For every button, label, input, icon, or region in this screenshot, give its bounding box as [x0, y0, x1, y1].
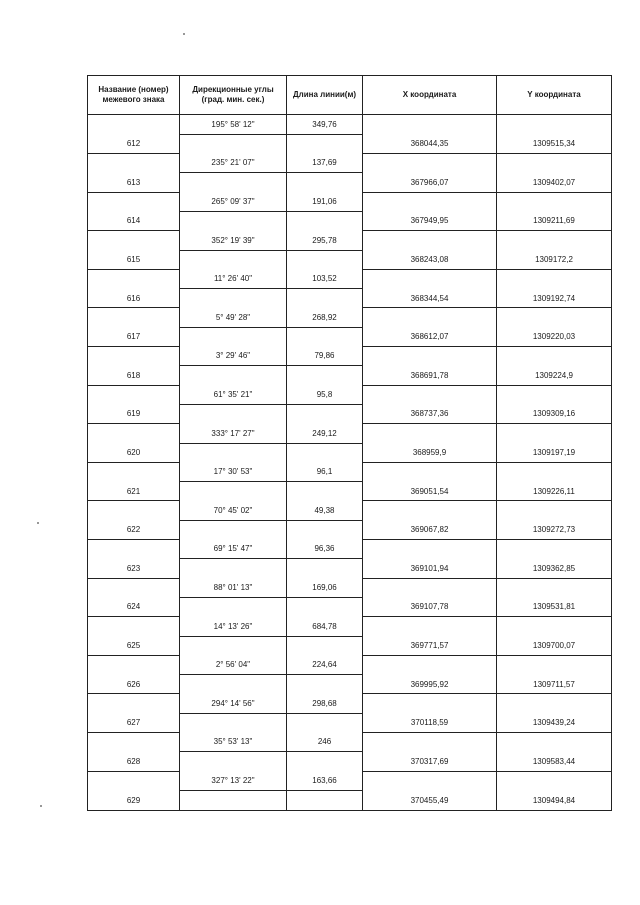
empty-cell [497, 154, 612, 173]
empty-cell [363, 578, 497, 597]
point-name-cell: 627 [88, 713, 180, 732]
empty-cell [180, 636, 287, 655]
direction-angle-cell: 235° 21' 07" [180, 154, 287, 173]
segment-row [88, 385, 612, 404]
segment-row [88, 269, 612, 288]
empty-cell [497, 269, 612, 288]
direction-angle-cell: 69° 15' 47" [180, 540, 287, 559]
empty-cell [287, 289, 363, 308]
point-row [88, 250, 612, 269]
point-row [88, 327, 612, 346]
line-length-cell: 79,86 [287, 347, 363, 366]
x-coordinate-cell: 370118,59 [363, 713, 497, 732]
empty-cell [88, 154, 180, 173]
segment-row [88, 578, 612, 597]
point-row [88, 559, 612, 578]
scan-speck [37, 522, 39, 524]
empty-cell [287, 443, 363, 462]
x-coordinate-cell: 369771,57 [363, 636, 497, 655]
empty-cell [287, 250, 363, 269]
empty-cell [497, 617, 612, 636]
y-coordinate-cell: 1309226,11 [497, 482, 612, 501]
y-coordinate-cell: 1309583,44 [497, 752, 612, 771]
empty-cell [363, 694, 497, 713]
empty-cell [88, 347, 180, 366]
empty-cell [88, 231, 180, 250]
empty-cell [180, 250, 287, 269]
empty-cell [497, 501, 612, 520]
empty-cell [363, 115, 497, 135]
segment-row [88, 694, 612, 713]
direction-angle-cell: 294° 14' 56" [180, 694, 287, 713]
direction-angle-cell: 2° 56' 04" [180, 655, 287, 674]
point-name-cell: 617 [88, 327, 180, 346]
point-name-cell: 619 [88, 404, 180, 423]
empty-cell [180, 520, 287, 539]
empty-cell [497, 115, 612, 135]
empty-cell [287, 597, 363, 616]
empty-cell [88, 308, 180, 327]
point-row [88, 134, 612, 153]
empty-cell [88, 617, 180, 636]
empty-cell [88, 462, 180, 481]
empty-cell [363, 617, 497, 636]
boundary-coordinates-table [87, 75, 612, 811]
segment-row [88, 540, 612, 559]
empty-cell [363, 771, 497, 790]
line-length-cell: 246 [287, 733, 363, 752]
empty-cell [497, 578, 612, 597]
empty-cell [363, 501, 497, 520]
line-length-cell: 95,8 [287, 385, 363, 404]
segment-row [88, 462, 612, 481]
segment-row [88, 424, 612, 443]
direction-angle-cell: 5° 49' 28" [180, 308, 287, 327]
segment-row [88, 733, 612, 752]
table-header-row [88, 76, 612, 115]
segment-row [88, 192, 612, 211]
point-name-cell: 626 [88, 675, 180, 694]
empty-cell [363, 540, 497, 559]
line-length-cell: 191,06 [287, 192, 363, 211]
empty-cell [287, 482, 363, 501]
segment-row [88, 771, 612, 790]
header-direction-angle: Дирекционные углы (град. мин. сек.) [180, 76, 287, 115]
line-length-cell: 249,12 [287, 424, 363, 443]
empty-cell [497, 694, 612, 713]
line-length-cell: 137,69 [287, 154, 363, 173]
empty-cell [180, 752, 287, 771]
point-name-cell: 620 [88, 443, 180, 462]
line-length-cell: 224,64 [287, 655, 363, 674]
header-point-name: Название (номер) межевого знака [88, 76, 180, 115]
empty-cell [287, 327, 363, 346]
direction-angle-cell: 352° 19' 39" [180, 231, 287, 250]
empty-cell [88, 771, 180, 790]
line-length-cell: 49,38 [287, 501, 363, 520]
empty-cell [180, 675, 287, 694]
line-length-cell: 268,92 [287, 308, 363, 327]
empty-cell [363, 733, 497, 752]
empty-cell [497, 231, 612, 250]
y-coordinate-cell: 1309224,9 [497, 366, 612, 385]
x-coordinate-cell: 370317,69 [363, 752, 497, 771]
point-row [88, 790, 612, 810]
empty-cell [180, 443, 287, 462]
point-name-cell: 625 [88, 636, 180, 655]
empty-cell [363, 231, 497, 250]
y-coordinate-cell: 1309711,57 [497, 675, 612, 694]
empty-cell [180, 327, 287, 346]
direction-angle-cell: 333° 17' 27" [180, 424, 287, 443]
segment-row [88, 655, 612, 674]
point-row [88, 289, 612, 308]
point-name-cell: 618 [88, 366, 180, 385]
line-length-cell: 96,36 [287, 540, 363, 559]
empty-cell [287, 559, 363, 578]
y-coordinate-cell: 1309172,2 [497, 250, 612, 269]
y-coordinate-cell: 1309197,19 [497, 443, 612, 462]
direction-angle-cell: 88° 01' 13" [180, 578, 287, 597]
empty-cell [363, 347, 497, 366]
line-length-cell: 298,68 [287, 694, 363, 713]
empty-cell [363, 269, 497, 288]
direction-angle-cell: 35° 53' 13" [180, 733, 287, 752]
empty-cell [497, 347, 612, 366]
point-row [88, 752, 612, 771]
point-name-cell: 629 [88, 790, 180, 810]
y-coordinate-cell: 1309494,84 [497, 790, 612, 810]
empty-cell [287, 713, 363, 732]
segment-row [88, 617, 612, 636]
segment-row [88, 347, 612, 366]
empty-cell [287, 366, 363, 385]
x-coordinate-cell: 369051,54 [363, 482, 497, 501]
empty-cell [363, 385, 497, 404]
x-coordinate-cell: 368612,07 [363, 327, 497, 346]
y-coordinate-cell: 1309531,81 [497, 597, 612, 616]
point-name-cell: 613 [88, 173, 180, 192]
point-name-cell: 614 [88, 211, 180, 230]
empty-cell [88, 424, 180, 443]
header-y-coordinate: Y координата [497, 76, 612, 115]
direction-angle-cell: 70° 45' 02" [180, 501, 287, 520]
line-length-cell: 295,78 [287, 231, 363, 250]
direction-angle-cell: 327° 13' 22" [180, 771, 287, 790]
point-row [88, 443, 612, 462]
empty-cell [88, 694, 180, 713]
empty-cell [363, 192, 497, 211]
line-length-cell: 96,1 [287, 462, 363, 481]
y-coordinate-cell: 1309220,03 [497, 327, 612, 346]
direction-angle-cell: 17° 30' 53" [180, 462, 287, 481]
y-coordinate-cell: 1309309,16 [497, 404, 612, 423]
y-coordinate-cell: 1309515,34 [497, 134, 612, 153]
x-coordinate-cell: 370455,49 [363, 790, 497, 810]
empty-cell [180, 597, 287, 616]
empty-cell [287, 520, 363, 539]
point-row [88, 636, 612, 655]
x-coordinate-cell: 368959,9 [363, 443, 497, 462]
empty-cell [88, 269, 180, 288]
line-length-cell: 163,66 [287, 771, 363, 790]
empty-cell [180, 211, 287, 230]
empty-cell [88, 655, 180, 674]
x-coordinate-cell: 368243,08 [363, 250, 497, 269]
empty-cell [88, 115, 180, 135]
x-coordinate-cell: 369067,82 [363, 520, 497, 539]
empty-cell [497, 308, 612, 327]
line-length-cell: 169,06 [287, 578, 363, 597]
empty-cell [287, 211, 363, 230]
x-coordinate-cell: 367949,95 [363, 211, 497, 230]
empty-cell [363, 154, 497, 173]
point-name-cell: 622 [88, 520, 180, 539]
point-row [88, 366, 612, 385]
point-row [88, 173, 612, 192]
y-coordinate-cell: 1309700,07 [497, 636, 612, 655]
empty-cell [287, 173, 363, 192]
empty-cell [180, 289, 287, 308]
x-coordinate-cell: 368044,35 [363, 134, 497, 153]
point-row [88, 211, 612, 230]
empty-cell [287, 134, 363, 153]
y-coordinate-cell: 1309192,74 [497, 289, 612, 308]
empty-cell [287, 675, 363, 694]
line-length-cell: 103,52 [287, 269, 363, 288]
scan-speck [40, 805, 42, 807]
empty-cell [180, 173, 287, 192]
x-coordinate-cell: 368737,36 [363, 404, 497, 423]
empty-cell [180, 404, 287, 423]
x-coordinate-cell: 367966,07 [363, 173, 497, 192]
y-coordinate-cell: 1309272,73 [497, 520, 612, 539]
segment-row [88, 501, 612, 520]
empty-cell [88, 192, 180, 211]
direction-angle-cell: 11° 26' 40" [180, 269, 287, 288]
y-coordinate-cell: 1309211,69 [497, 211, 612, 230]
empty-cell [497, 192, 612, 211]
direction-angle-cell: 265° 09' 37" [180, 192, 287, 211]
x-coordinate-cell: 368344,54 [363, 289, 497, 308]
empty-cell [363, 655, 497, 674]
x-coordinate-cell: 369101,94 [363, 559, 497, 578]
y-coordinate-cell: 1309402,07 [497, 173, 612, 192]
empty-cell [363, 462, 497, 481]
direction-angle-cell: 3° 29' 46" [180, 347, 287, 366]
point-name-cell: 615 [88, 250, 180, 269]
empty-cell [180, 559, 287, 578]
empty-cell [363, 424, 497, 443]
empty-cell [180, 366, 287, 385]
x-coordinate-cell: 369995,92 [363, 675, 497, 694]
empty-cell [497, 385, 612, 404]
empty-cell [287, 752, 363, 771]
header-line-length: Длина линии(м) [287, 76, 363, 115]
direction-angle-cell: 195° 58' 12" [180, 115, 287, 135]
segment-row [88, 231, 612, 250]
point-row [88, 597, 612, 616]
y-coordinate-cell: 1309362,85 [497, 559, 612, 578]
line-length-cell: 349,76 [287, 115, 363, 135]
direction-angle-cell: 14° 13' 26" [180, 617, 287, 636]
empty-cell [287, 404, 363, 423]
point-name-cell: 623 [88, 559, 180, 578]
segment-row [88, 115, 612, 135]
point-name-cell: 616 [88, 289, 180, 308]
x-coordinate-cell: 369107,78 [363, 597, 497, 616]
empty-cell [287, 636, 363, 655]
empty-cell [180, 134, 287, 153]
point-row [88, 520, 612, 539]
line-length-cell: 684,78 [287, 617, 363, 636]
point-row [88, 482, 612, 501]
point-row [88, 675, 612, 694]
empty-cell [88, 578, 180, 597]
empty-cell [88, 385, 180, 404]
point-name-cell: 612 [88, 134, 180, 153]
empty-cell [497, 771, 612, 790]
point-row [88, 404, 612, 423]
scan-speck [183, 33, 185, 35]
empty-cell [497, 540, 612, 559]
empty-cell [180, 482, 287, 501]
y-coordinate-cell: 1309439,24 [497, 713, 612, 732]
empty-cell [497, 424, 612, 443]
point-name-cell: 628 [88, 752, 180, 771]
segment-row [88, 154, 612, 173]
empty-cell [497, 733, 612, 752]
empty-cell [287, 790, 363, 810]
table-body [88, 115, 612, 811]
header-x-coordinate: X координата [363, 76, 497, 115]
empty-cell [88, 540, 180, 559]
empty-cell [497, 655, 612, 674]
empty-cell [180, 713, 287, 732]
point-name-cell: 621 [88, 482, 180, 501]
empty-cell [88, 733, 180, 752]
direction-angle-cell: 61° 35' 21" [180, 385, 287, 404]
empty-cell [497, 462, 612, 481]
empty-cell [88, 501, 180, 520]
point-row [88, 713, 612, 732]
segment-row [88, 308, 612, 327]
empty-cell [363, 308, 497, 327]
x-coordinate-cell: 368691,78 [363, 366, 497, 385]
empty-cell [180, 790, 287, 810]
point-name-cell: 624 [88, 597, 180, 616]
